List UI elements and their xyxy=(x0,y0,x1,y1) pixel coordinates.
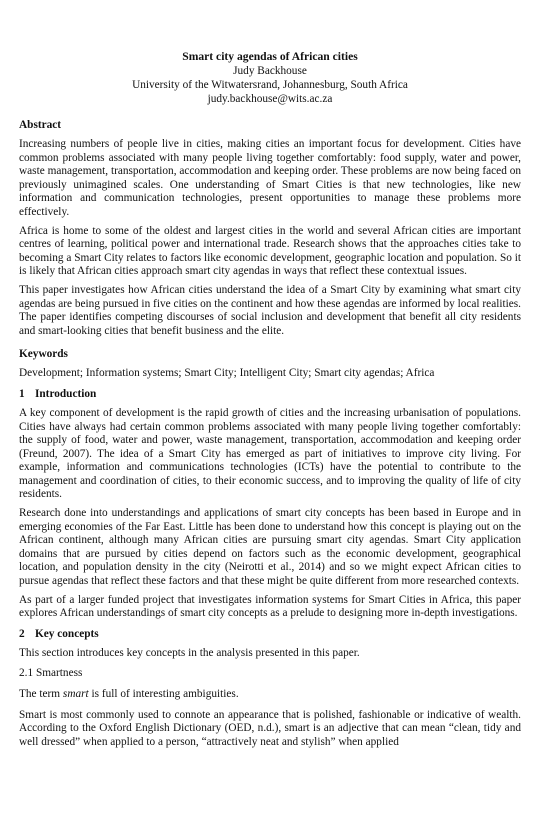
abstract-paragraph: Increasing numbers of people live in cities, making cities an important focus for development. Cities have common problems associated with many people living together comfortably: food supply, water and power, waste management, transportation, accommodation and keeping order. These problems are now being faced on previously unimagined scales. One understanding of Smart Cities is that new technologies, like new information and communication technologies, present opportunities to manage these problems more effectively. xyxy=(19,138,521,218)
sentence-start: The term xyxy=(19,688,63,700)
section-title: Introduction xyxy=(35,387,97,400)
emphasized-term: smart xyxy=(62,688,89,700)
section-1-heading xyxy=(19,387,521,401)
smart-term-sentence xyxy=(19,688,521,702)
keywords-heading: Keywords xyxy=(19,348,68,361)
section-2-heading xyxy=(19,627,521,641)
subsection-2-1-heading: 2.1 Smartness xyxy=(19,667,83,680)
intro-paragraph: Research done into understandings and applications of smart city concepts has been based in Europe and in emerging economies of the Far East. Little has been done to understand how this concept is playing out on the African continent, although many African cities are pursuing smart city agendas. Smart City application domains that are pursued by cities depend on factors such as the economic development, geographical location, and population density in the city (Neirotti et al., 2014) and so we might expect African cities to pursue agendas that reflect these factors and that these might be quite different from more researched contexts. xyxy=(19,507,521,588)
intro-paragraph: A key component of development is the rapid growth of cities and the increasing urbanisation of populations. Cities have always had certain common problems associated with many people living together comfortably: the supply of food, water and power, waste management, transportation, accommodation and keeping order (Freund, 2007). The idea of a Smart City has emerged as part of initiatives to improve city living. For example, information and communications technologies (ICTs) have the potential to contribute to the management and coordination of cities, to their economic success, and to improving the quality of life of city residents. xyxy=(19,406,521,501)
abstract-paragraph: Africa is home to some of the oldest and largest cities in the world and several African cities are important centres of learning, political power and international trade. Research shows that the approaches cities take to becoming a Smart City relates to factors like economic development, geographic location and population. So it is likely that African cities approach smart city agendas in ways that reflect these contextual issues. xyxy=(19,224,521,278)
author-name: Judy Backhouse xyxy=(233,65,307,77)
author-email: judy.backhouse@wits.ac.za xyxy=(207,93,333,105)
section-number: 1 xyxy=(19,387,25,400)
smartness-paragraph: Smart is most commonly used to connote an appearance that is polished, fashionable or indicative of wealth. According to the Oxford English Dictionary (OED, n.d.), smart is an adjective that can mean “clean, tidy and well dressed” when applied to a person, “attractively neat and stylish” when applied xyxy=(19,708,521,748)
title-block xyxy=(0,50,540,106)
keywords-list: Development; Information systems; Smart City; Intelligent City; Smart city agendas; Africa xyxy=(19,367,435,380)
section-title: Key concepts xyxy=(35,627,99,640)
author-affiliation: University of the Witwatersrand, Johannesburg, South Africa xyxy=(132,79,408,91)
abstract-paragraph: This paper investigates how African cities understand the idea of a Smart City by examining what smart city agendas are being pursued in five cities on the continent and how these agendas are informed by local realities. The paper identifies competing discourses of social inclusion and development that benefit all city residents and smart-looking cities that benefit business and the elite. xyxy=(19,283,521,337)
paper-title: Smart city agendas of African cities xyxy=(182,50,358,63)
paper-body xyxy=(19,118,521,749)
sentence-end: is full of interesting ambiguities. xyxy=(88,688,239,700)
intro-paragraph: As part of a larger funded project that investigates information systems for Smart Cities in Africa, this paper explores African understandings of smart city concepts as a prelude to designing more in-depth investigations. xyxy=(19,593,521,620)
abstract-heading: Abstract xyxy=(19,119,62,131)
section-number: 2 xyxy=(19,627,25,640)
section-2-intro: This section introduces key concepts in the analysis presented in this paper. xyxy=(19,646,360,659)
